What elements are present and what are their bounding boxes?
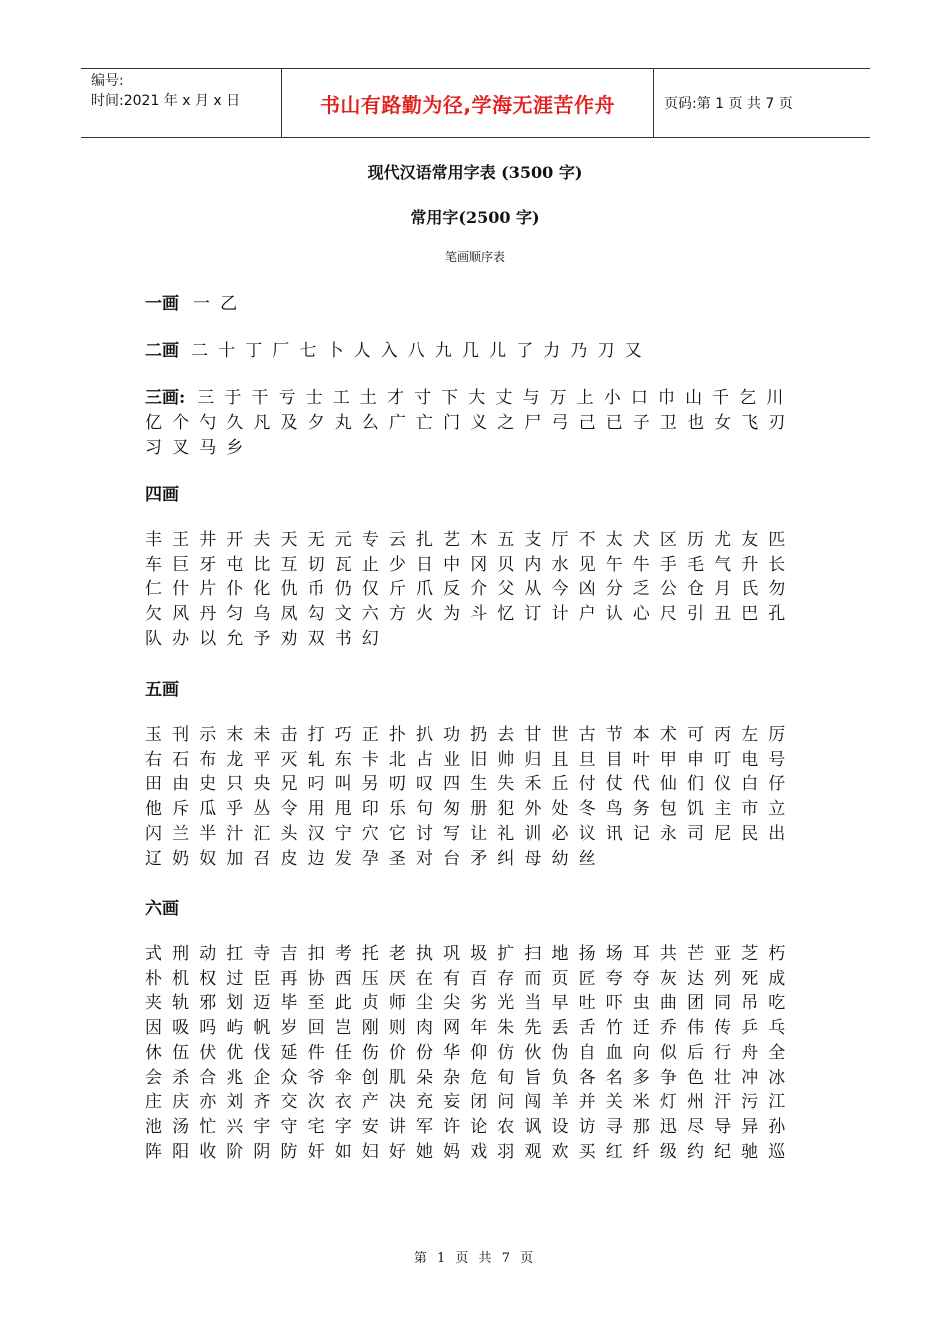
number-label: 编号: (91, 73, 124, 89)
section-label: 五画 (145, 680, 179, 700)
page-footer: 第 1 页 共 7 页 (413, 1251, 537, 1266)
section-chars: 玉刊示末未击打巧正扑扒功扔去甘世古节本术可丙左厉右石布龙平灭轧东卡北占业旧帅归且旦目叶甲申叮电号田由史只央兄叼叫另叨叹四生失禾丘付仗代仙们仪白仔他斥瓜乎丛令用甩印乐句匆册犯外处冬鸟务包饥主市立闪兰半汁汇头汉宁穴它讨写让礼训必议讯记永司尼民出辽奶奴加召皮边发孕圣对台矛纠母幼丝 (145, 725, 796, 869)
section-label: 四画 (145, 485, 179, 505)
section-chars: 式刑动扛寺吉扣考托老执巩圾扩扫地扬场耳共芒亚芝朽朴机权过臣再协西压厌在有百存而页匠夸夺灰达列死成夹轨邪划迈毕至此贞师尘尖劣光当早吐吓虫曲团同吊吃因吸吗屿帆岁回岂刚则肉网年朱先丢舌竹迁乔伟传乒乓休伍伏优伐延件任伤价份华仰仿伙伪自血向似后行舟全会杀合兆企众爷伞创肌朵杂危旬旨负各名多争色壮冲冰庄庆亦刘齐交次衣产决充妄闭问闯羊并关米灯州汗污江池汤忙兴宇守宅字安讲军许论农讽设访寻那迅尽导异孙阵阳收阶阴防奸如妇好她妈戏羽观欢买红纤级约纪驰巡 (145, 944, 796, 1162)
section-chars: 丰王井开夫天无元专云扎艺木五支厅不太犬区历尤友匹车巨牙屯比互切瓦止少日中冈贝内水见午牛手毛气升长仁什片仆化仇币仍仅斤爪反介父从今凶分乏公仓月氏勿欠风丹匀乌凤勾文六方火为斗忆订计户认心尺引丑巴孔队办以允予劝双书幻 (145, 530, 796, 649)
section-chars: 二十丁厂七卜人入八九几儿了力乃刀又 (191, 341, 652, 361)
section-chars: 三于干亏士工土才寸下大丈与万上小口巾山千乞川亿个勺久凡及夕丸么广亡门义之尸弓己已子卫也女飞刃习叉马乡 (145, 388, 796, 458)
header-meta (81, 69, 282, 137)
section-label: 六画 (145, 899, 179, 919)
section-chars: 一乙 (193, 294, 248, 314)
header-page-info: 页码:第 1 页 共 7 页 (664, 96, 793, 112)
section-label: 三画: (145, 388, 186, 408)
section-2-stroke (145, 338, 815, 364)
section-6-stroke (145, 896, 815, 1164)
page-header (81, 68, 870, 138)
header-motto: 书山有路勤为径,学海无涯苦作舟 (282, 69, 654, 137)
section-label: 一画 (145, 294, 179, 314)
document-subtitle: 常用字(2500 字) (410, 208, 540, 227)
date-label: 时间:2021 年 x 月 x 日 (91, 93, 241, 109)
document-title: 现代汉语常用字表 (3500 字) (367, 163, 583, 182)
section-3-stroke (145, 385, 815, 460)
section-5-stroke (145, 677, 815, 871)
section-4-stroke (145, 482, 815, 652)
section-label: 二画 (145, 341, 179, 361)
document-caption: 笔画顺序表 (444, 250, 505, 264)
section-1-stroke (145, 291, 815, 317)
